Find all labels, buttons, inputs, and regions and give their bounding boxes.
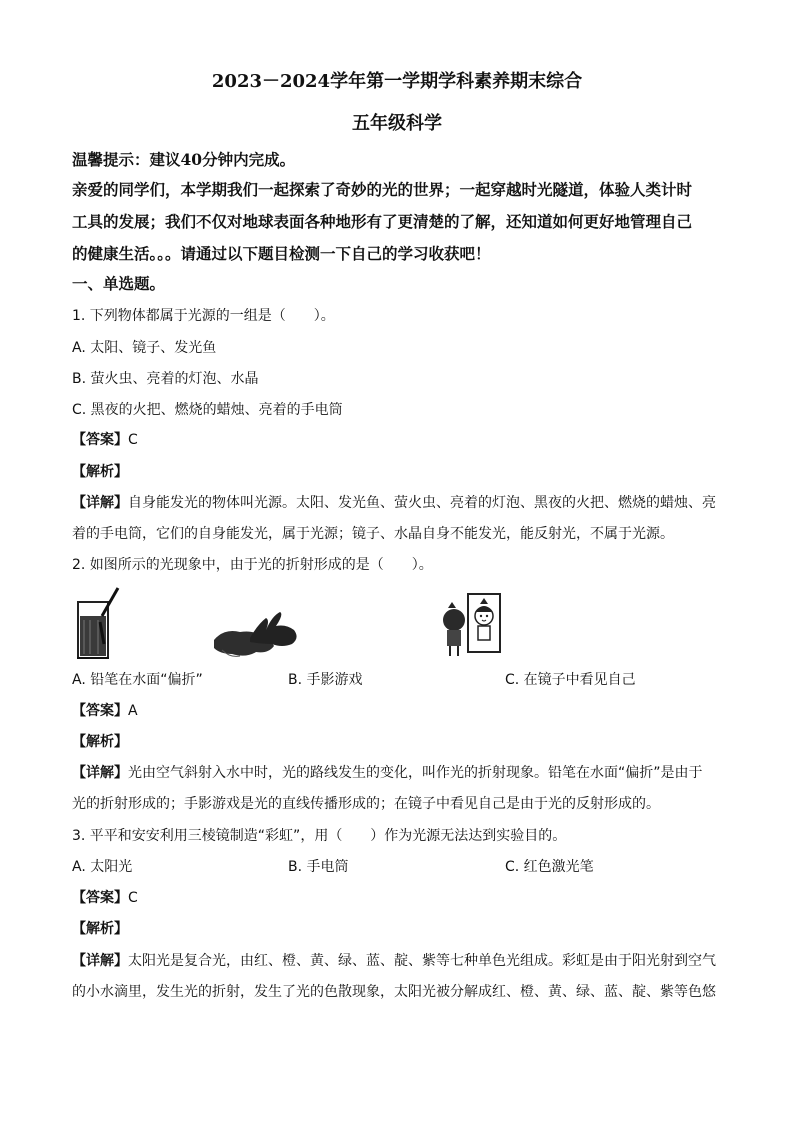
intro-line-3: 的健康生活。。。请通过以下题目检测一下自己的学习收获吧！	[72, 244, 491, 263]
section-heading: 一、单选题。	[72, 274, 166, 293]
intro-line-2: 工具的发展；我们不仅对地球表面各种地形有了更清楚的了解，还知道如何更好地管理自己	[72, 212, 693, 231]
q2-option-c: C. 在镜子中看见自己	[505, 672, 636, 688]
q2-option-a: A. 铅笔在水面“偏折”	[72, 672, 203, 688]
q2-answer	[72, 701, 138, 721]
answer-tag: 【答案】	[72, 890, 128, 906]
exam-subtitle: 五年级科学	[352, 113, 442, 134]
detail-text: 自身能发光的物体叫光源。太阳、发光鱼、萤火虫、亮着的灯泡、黑夜的火把、燃烧的蜡烛、亮	[128, 495, 716, 511]
answer-tag: 【答案】	[72, 703, 128, 719]
exam-title: 2023－2024学年第一学期学科素养期末综合	[211, 71, 583, 92]
answer-value: C	[128, 432, 138, 448]
q1-stem: 1. 下列物体都属于光源的一组是（ ）。	[72, 308, 335, 324]
analysis-tag: 【解析】	[72, 734, 128, 750]
hand-shadow-image	[210, 610, 310, 660]
q1-analysis	[72, 462, 128, 482]
detail-text: 光由空气斜射入水中时，光的路线发生的变化，叫作光的折射现象。铅笔在水面“偏折”是由于	[128, 765, 703, 781]
detail-tag: 【详解】	[72, 765, 128, 781]
tip-text: 温馨提示：建议40分钟内完成。	[72, 150, 296, 169]
answer-tag: 【答案】	[72, 432, 128, 448]
q3-answer	[72, 888, 138, 908]
detail-tag: 【详解】	[72, 495, 128, 511]
q3-option-b: B. 手电筒	[288, 859, 349, 875]
detail-tag: 【详解】	[72, 953, 128, 969]
mirror-image	[440, 592, 520, 660]
q2-detail-line-1	[72, 763, 703, 783]
q1-detail-line-2: 着的手电筒，它们的自身能发光，属于光源；镜子、水晶自身不能发光，能反射光，不属于光源。	[72, 526, 674, 542]
detail-text: 太阳光是复合光，由红、橙、黄、绿、蓝、靛、紫等七种单色光组成。彩虹是由于阳光射到空气	[128, 953, 716, 969]
q2-analysis	[72, 732, 128, 752]
q3-option-a: A. 太阳光	[72, 859, 133, 875]
q3-option-c: C. 红色激光笔	[505, 859, 594, 875]
answer-value: C	[128, 890, 138, 906]
q3-stem: 3. 平平和安安利用三棱镜制造“彩虹”，用（ ）作为光源无法达到实验目的。	[72, 828, 567, 844]
intro-line-1: 亲爱的同学们，本学期我们一起探索了奇妙的光的世界；一起穿越时光隧道，体验人类计时	[72, 180, 693, 199]
analysis-tag: 【解析】	[72, 921, 128, 937]
q3-detail-line-1	[72, 951, 716, 971]
q2-option-b: B. 手影游戏	[288, 672, 363, 688]
analysis-tag: 【解析】	[72, 464, 128, 480]
q3-analysis	[72, 919, 128, 939]
q1-option-a: A. 太阳、镜子、发光鱼	[72, 340, 217, 356]
pencil-in-water-image	[74, 586, 124, 662]
q1-detail-line-1	[72, 493, 716, 513]
q3-detail-line-2: 的小水滴里，发生光的折射，发生了光的色散现象，太阳光被分解成红、橙、黄、绿、蓝、靛、紫等色悠	[72, 984, 716, 1000]
q1-option-c: C. 黑夜的火把、燃烧的蜡烛、亮着的手电筒	[72, 402, 343, 418]
q1-option-b: B. 萤火虫、亮着的灯泡、水晶	[72, 371, 259, 387]
q2-stem: 2. 如图所示的光现象中，由于光的折射形成的是（ ）。	[72, 557, 433, 573]
q2-detail-line-2: 光的折射形成的；手影游戏是光的直线传播形成的；在镜子中看见自己是由于光的反射形成的。	[72, 796, 660, 812]
q1-answer	[72, 430, 138, 450]
answer-value: A	[128, 703, 138, 719]
